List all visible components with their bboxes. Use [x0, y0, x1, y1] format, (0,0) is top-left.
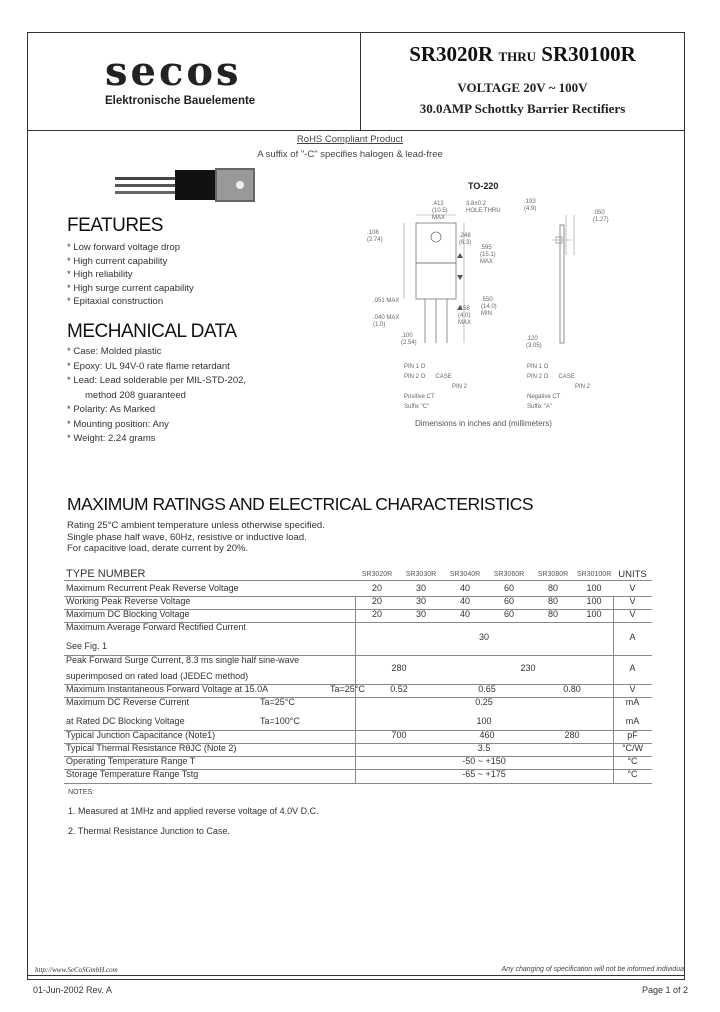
package-outline-drawing	[360, 195, 610, 365]
table-row: Operating Temperature Range T -50 ~ +150 °C	[66, 755, 638, 766]
dim-label: .158 (4.0) MAX	[458, 306, 472, 326]
list-item: * High surge current capability	[67, 282, 194, 294]
list-item: * Lead: Lead solderable per MIL-STD-202,	[67, 375, 247, 386]
dimensions-note: Dimensions in inches and (millimeters)	[415, 419, 552, 428]
footer-disclaimer: Any changing of specification will not be informed individua	[501, 966, 684, 973]
list-item: method 208 guaranteed	[85, 389, 186, 401]
rohs-line2: A suffix of "-C" specifies halogen & lead-free	[257, 149, 443, 160]
table-row: Storage Temperature Range Tstg -65 ~ +175 °C	[66, 768, 638, 779]
company-name: Elektronische Bauelemente	[105, 95, 256, 107]
part-from: SR3020R	[409, 42, 494, 66]
list-item: * Case: Molded plastic	[67, 346, 162, 357]
list-item: * Epitaxial construction	[67, 296, 164, 307]
company-logo: secos	[105, 48, 242, 95]
dim-label: .193 (4.9)	[524, 199, 537, 212]
list-item: * Polarity: As Marked	[67, 404, 156, 415]
dim-label: 3.8±0.2 HOLE THRU	[466, 201, 501, 214]
table-row: Maximum Instantaneous Forward Voltage at 15.0A Ta=25°C 0.52 0.65 0.80 V	[66, 683, 636, 694]
note-2: 2. Thermal Resistance Junction to Case.	[68, 826, 230, 836]
pin-diagram-negative: PIN 1 O PIN 2 O CASE PIN 2 Negative CT Suffix "A"	[527, 364, 591, 410]
ratings-table	[64, 567, 652, 780]
dim-label: .100 (2.54)	[401, 333, 417, 346]
table-rule	[64, 783, 652, 784]
dim-label: .595 (15.1) MAX	[480, 245, 496, 265]
table-row: Maximum Recurrent Peak Reverse Voltage 20 30 40 60 80 100 V	[66, 582, 636, 593]
part-to: SR30100R	[541, 42, 636, 66]
pin-diagram-positive: PIN 1 O PIN 2 O CASE PIN 2 Positive CT Suffix "C"	[404, 364, 468, 410]
header-bottom-rule	[27, 130, 685, 131]
dim-label: .108 (2.74)	[367, 230, 383, 243]
package-photo	[115, 165, 265, 205]
thru-text: THRU	[498, 49, 537, 64]
part-range-title	[360, 42, 685, 67]
dim-label: .550 (14.0) MIN	[481, 297, 497, 317]
table-header-row: TYPE NUMBER SR3020R SR3030R SR3040R SR3060R SR3080R SR30100R UNITS	[66, 568, 647, 580]
dim-label: .248 (6.3)	[459, 233, 472, 246]
table-row: Peak Forward Surge Current, 8.3 ms single half sine-wave superimposed on rated load (JEDEC method) 280 230 A	[66, 654, 636, 681]
dim-label: .120 (3.05)	[526, 336, 542, 349]
ratings-heading: MAXIMUM RATINGS AND ELECTRICAL CHARACTERISTICS	[67, 494, 534, 514]
footer-url[interactable]: http://www.SeCoSGmbH.com	[35, 966, 118, 974]
dim-label: .412 (10.5) MAX	[432, 201, 448, 221]
package-name: TO-220	[468, 181, 499, 191]
dim-label: .040 MAX (1.0)	[373, 315, 400, 328]
list-item: * High reliability	[67, 269, 133, 280]
mechanical-list	[67, 345, 246, 447]
table-row: Maximum DC Blocking Voltage 20 30 40 60 80 100 V	[66, 608, 636, 619]
dim-label: .051 MAX	[373, 298, 400, 304]
table-row: Working Peak Reverse Voltage 20 30 40 60 80 100 V	[66, 595, 636, 606]
list-item: * Low forward voltage drop	[67, 242, 181, 253]
list-item: * Mounting position: Any	[67, 418, 169, 430]
ratings-notes: Rating 25°C ambient temperature unless otherwise specified. Single phase half wave, 60Hz, resistive or inductive load. For capacitive load, derate current by 20%.	[67, 520, 325, 554]
product-description: 30.0AMP Schottky Barrier Rectifiers	[419, 101, 626, 116]
list-item: * High current capability	[67, 255, 168, 267]
footer-page: Page 1 of 2	[641, 985, 688, 995]
table-row: Maximum DC Reverse Current Ta=25°C at Rated DC Blocking Voltage Ta=100°C 0.25 100 mA mA	[66, 696, 640, 726]
table-row: Typical Junction Capacitance (Note1) 700 460 280 pF	[66, 729, 638, 740]
table-row: Maximum Average Forward Rectified Current See Fig. 1 30 A	[66, 621, 636, 651]
footer-date: 01-Jun-2002 Rev. A	[33, 985, 112, 995]
features-heading: FEATURES	[67, 215, 163, 236]
list-item: * Epoxy: UL 94V-0 rate flame retardant	[67, 360, 230, 372]
footer-rule	[27, 975, 685, 976]
table-row: Typical Thermal Resistance RθJC (Note 2) 3.5 °C/W	[66, 742, 644, 753]
rohs-line1: RoHS Compliant Product	[296, 134, 404, 145]
mechanical-heading: MECHANICAL DATA	[67, 321, 237, 342]
notes-title: NOTES:	[68, 789, 95, 796]
dim-label: .050 (1.27)	[593, 210, 609, 223]
list-item: * Weight: 2.24 grams	[67, 433, 156, 444]
voltage-range: VOLTAGE 20V ~ 100V	[457, 80, 588, 95]
features-list	[67, 241, 194, 309]
note-1: 1. Measured at 1MHz and applied reverse voltage of 4.0V D.C.	[68, 806, 319, 816]
